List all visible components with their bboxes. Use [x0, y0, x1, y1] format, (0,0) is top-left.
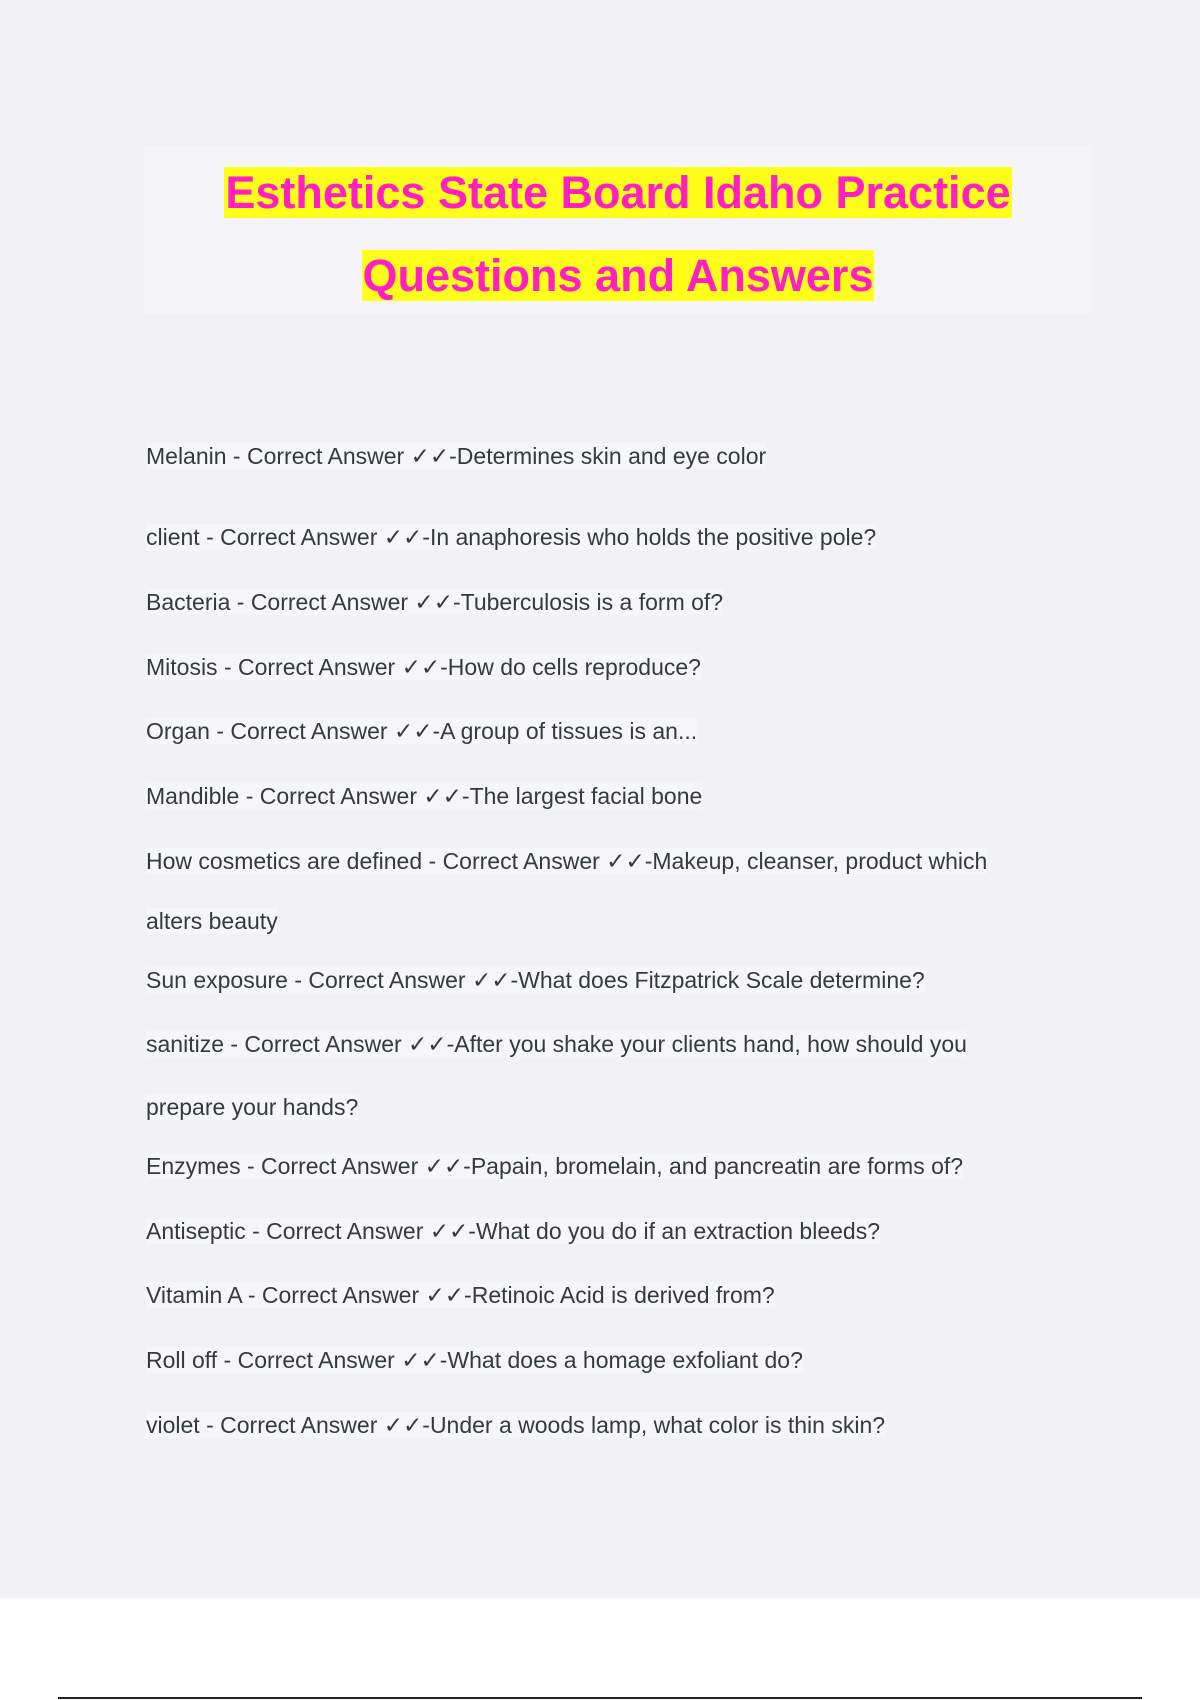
- qa-line: Organ - Correct Answer ✓✓-A group of tissues is an...: [146, 718, 698, 744]
- qa-line: How cosmetics are defined - Correct Answer ✓✓-Makeup, cleanser, product which: [146, 848, 988, 874]
- title-text-2: Questions and Answers: [362, 250, 874, 301]
- title-text-1: Esthetics State Board Idaho Practice: [225, 167, 1011, 218]
- qa-line-continued: alters beauty: [146, 908, 278, 934]
- footer-divider: [58, 1697, 1142, 1699]
- qa-line: Sun exposure - Correct Answer ✓✓-What does Fitzpatrick Scale determine?: [146, 967, 925, 993]
- qa-line: sanitize - Correct Answer ✓✓-After you shake your clients hand, how should you: [146, 1031, 967, 1057]
- qa-line: Mandible - Correct Answer ✓✓-The largest facial bone: [146, 783, 703, 809]
- qa-line: Antiseptic - Correct Answer ✓✓-What do you do if an extraction bleeds?: [146, 1218, 880, 1244]
- title-line-1: [144, 166, 1092, 220]
- title-line-2: [144, 249, 1092, 303]
- qa-line: Bacteria - Correct Answer ✓✓-Tuberculosis is a form of?: [146, 589, 724, 615]
- qa-line: Mitosis - Correct Answer ✓✓-How do cells reproduce?: [146, 654, 701, 680]
- qa-line: Melanin - Correct Answer ✓✓-Determines skin and eye color: [146, 443, 767, 469]
- title-block: [144, 146, 1092, 314]
- qa-line: client - Correct Answer ✓✓-In anaphoresis who holds the positive pole?: [146, 524, 877, 550]
- qa-line: Enzymes - Correct Answer ✓✓-Papain, bromelain, and pancreatin are forms of?: [146, 1153, 964, 1179]
- qa-line: Vitamin A - Correct Answer ✓✓-Retinoic Acid is derived from?: [146, 1282, 775, 1308]
- qa-line: violet - Correct Answer ✓✓-Under a woods lamp, what color is thin skin?: [146, 1412, 886, 1438]
- qa-line: Roll off - Correct Answer ✓✓-What does a homage exfoliant do?: [146, 1347, 803, 1373]
- qa-line-continued: prepare your hands?: [146, 1094, 359, 1120]
